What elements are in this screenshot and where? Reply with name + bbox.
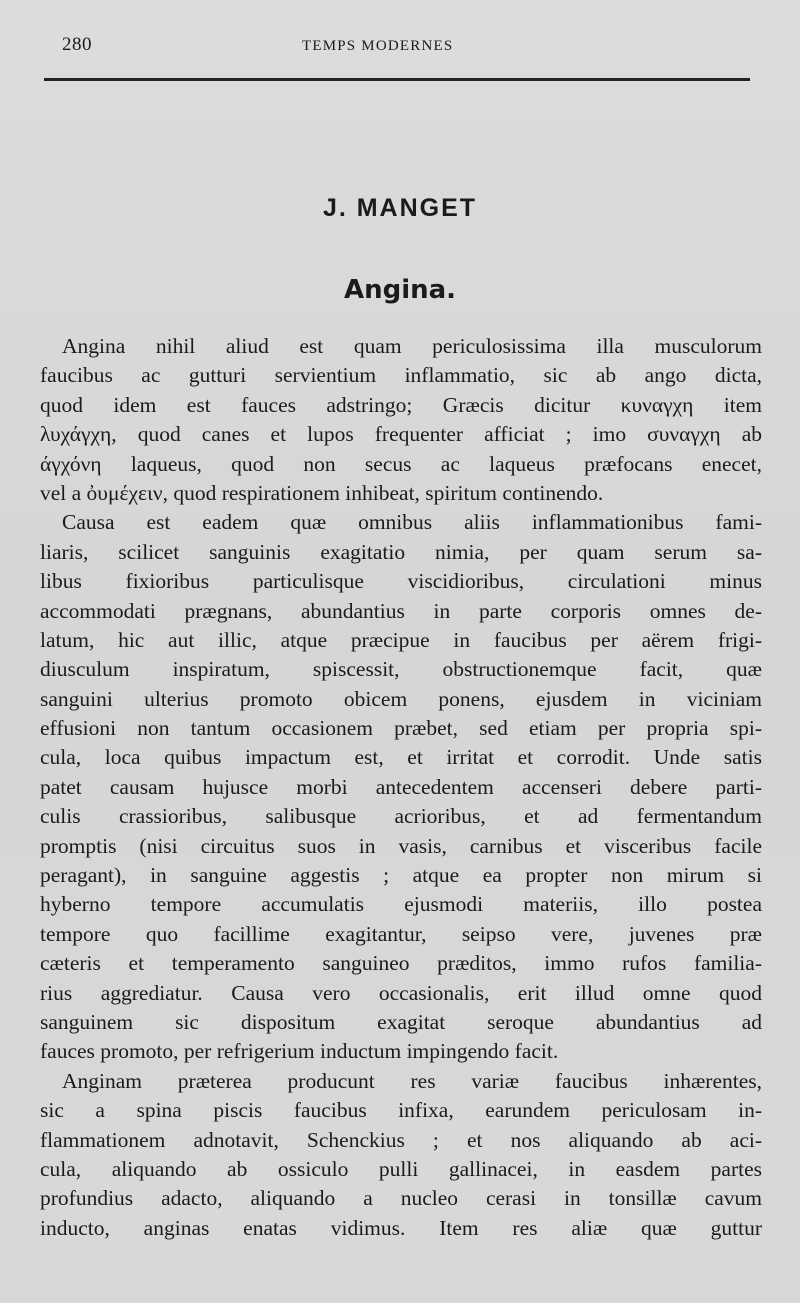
text-line: latum, hic aut illic, atque præcipue in faucibus per aërem frigi- [40, 627, 762, 652]
text-line: effusioni non tantum occasionem præbet, sed etiam per propria spi- [40, 716, 762, 741]
text-line: cæteris et temperamento sanguineo præditos, immo rufos familia- [40, 951, 762, 976]
text-line: fauces promoto, per refrigerium inductum impingendo facit. [40, 1039, 559, 1064]
text-line: peragant), in sanguine aggestis ; atque ea propter non mirum si [40, 863, 762, 888]
text-line: inducto, anginas enatas vidimus. Item res aliæ quæ guttur [40, 1215, 762, 1240]
text-line: άγχόνη laqueus, quod non secus ac laqueus præfocans enecet, [40, 451, 762, 476]
text-line: flammationem adnotavit, Schenckius ; et nos aliquando ab aci- [40, 1127, 762, 1152]
text-line: Anginam præterea producunt res variæ faucibus inhærentes, [62, 1068, 762, 1093]
text-line: sanguini ulterius promoto obicem ponens, ejusdem in viciniam [40, 686, 762, 711]
text-line: libus fixioribus particulisque viscidioribus, circulationi minus [40, 569, 762, 594]
author-heading: J. MANGET [322, 194, 478, 222]
text-line: tempore quo facillime exagitantur, seipso vere, juvenes præ [40, 921, 762, 946]
text-line: quod idem est fauces adstringo; Græcis dicitur κυναγχη item [40, 392, 762, 417]
text-line: rius aggrediatur. Causa vero occasionalis, erit illud omne quod [40, 980, 762, 1005]
text-line: promptis (nisi circuitus suos in vasis, carnibus et visceribus facile [40, 833, 762, 858]
text-line: diusculum inspiratum, spiscessit, obstructionemque facit, quæ [40, 657, 762, 682]
text-line: sic a spina piscis faucibus infixa, earundem periculosam in- [40, 1098, 762, 1123]
text-line: λυχάγχη, quod canes et lupos frequenter afficiat ; imo συναγχη ab [40, 422, 762, 447]
page-number: 280 [62, 34, 92, 55]
text-line: sanguinem sic dispositum exagitat seroque abundantius ad [40, 1009, 762, 1034]
text-line: cula, loca quibus impactum est, et irritat et corrodit. Unde satis [40, 745, 762, 770]
text-line: Angina nihil aliud est quam periculosissima illa musculorum [62, 334, 762, 358]
text-line: culis crassioribus, salibusque acrioribus, et ad fermentandum [40, 804, 762, 829]
text-line: cula, aliquando ab ossiculo pulli gallinacei, in easdem partes [40, 1156, 762, 1181]
article-title: Angina. [343, 275, 457, 305]
text-line: hyberno tempore accumulatis ejusmodi materiis, illo postea [40, 892, 762, 917]
text-line: faucibus ac gutturi servientium inflammatio, sic ab ango dicta, [40, 363, 762, 388]
text-line: patet causam hujusce morbi antecedentem accenseri debere parti- [40, 774, 762, 799]
header-rule [44, 78, 750, 81]
running-head [0, 34, 800, 60]
text-line: Causa est eadem quæ omnibus aliis inflammationibus fami- [62, 510, 762, 535]
running-title: TEMPS MODERNES [302, 38, 454, 54]
body-text [40, 332, 762, 1243]
text-line: accommodati prægnans, abundantius in parte corporis omnes de- [40, 598, 762, 623]
text-line: profundius adacto, aliquando a nucleo cerasi in tonsillæ cavum [40, 1186, 762, 1211]
text-line: vel a ὀυμέχειν, quod respirationem inhibeat, spiritum continendo. [40, 480, 604, 505]
text-line: liaris, scilicet sanguinis exagitatio nimia, per quam serum sa- [40, 539, 762, 564]
